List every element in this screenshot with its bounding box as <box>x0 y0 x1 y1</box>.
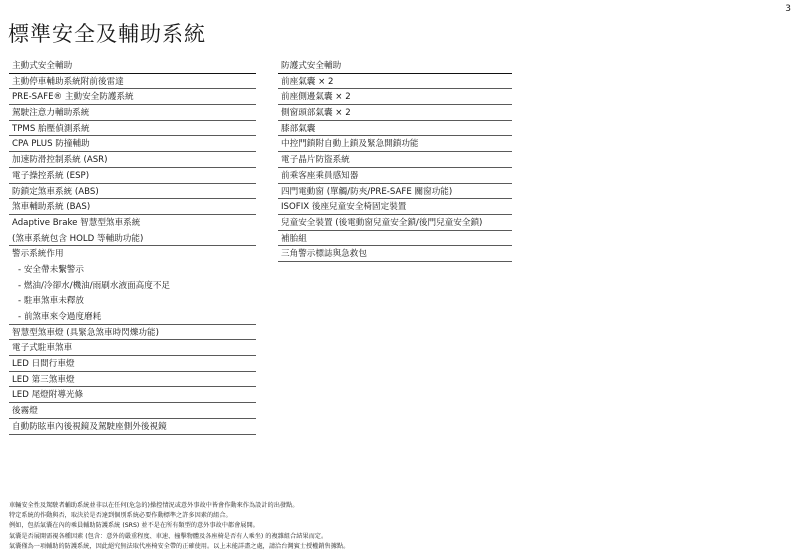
list-item: 煞車輔助系統 (BAS) <box>9 199 256 215</box>
list-item: 四門電動窗 (單觸/防夾/PRE-SAFE 關窗功能) <box>278 184 512 200</box>
active-safety-heading: 主動式安全輔助 <box>9 58 256 74</box>
list-item: 電子式駐車煞車 <box>9 340 256 356</box>
list-subitem: - 燃油/冷卻水/機油/雨刷水液面高度不足 <box>18 280 171 291</box>
passive-safety-heading: 防護式安全輔助 <box>278 58 512 74</box>
list-subitem: - 駐車煞車未釋放 <box>18 296 84 307</box>
list-item: 膝部氣囊 <box>278 121 512 137</box>
list-item: 智慧型煞車燈 (具緊急煞車時閃爍功能) <box>9 325 256 341</box>
footnote: 車輛安全性及駕駛者輔助系統並非以在任何(危急的)操控情況或意外事故中皆會作動來作為設計的出發點。 <box>9 502 299 509</box>
list-item: 前座側邊氣囊 × 2 <box>278 89 512 105</box>
list-item: 加速防滑控制系統 (ASR) <box>9 152 256 168</box>
list-item: LED 日間行車燈 <box>9 356 256 372</box>
list-item: 前座氣囊 × 2 <box>278 74 512 90</box>
list-item: 電子操控系統 (ESP) <box>9 168 256 184</box>
list-item: 兒童安全裝置 (後電動窗兒童安全鎖/後門兒童安全鎖) <box>278 215 512 231</box>
page-number: 3 <box>785 4 791 14</box>
list-item: 前乘客座乘員感知器 <box>278 168 512 184</box>
list-item: LED 尾燈附導光條 <box>9 387 256 403</box>
list-subitem: - 前煞車來令過度磨耗 <box>9 309 256 325</box>
list-item: 側窗頭部氣囊 × 2 <box>278 105 512 121</box>
list-item: 電子晶片防盜系統 <box>278 152 512 168</box>
passive-safety-list <box>278 58 512 262</box>
list-item: PRE-SAFE® 主動安全防護系統 <box>9 89 256 105</box>
footnotes <box>9 501 769 552</box>
list-item: ISOFIX 後座兒童安全椅固定裝置 <box>278 199 512 215</box>
list-item: TPMS 胎壓偵測系統 <box>9 121 256 137</box>
list-item: 主動停車輔助系統附前後雷達 <box>9 74 256 90</box>
list-item: Adaptive Brake 智慧型煞車系統 <box>12 217 141 228</box>
list-item: (煞車系統包含 HOLD 等輔助功能) <box>9 231 256 247</box>
list-item: 駕駛注意力輔助系統 <box>9 105 256 121</box>
list-item: 自動防眩車內後視鏡及駕駛座側外後視鏡 <box>9 419 256 435</box>
list-item: 後霧燈 <box>9 403 256 419</box>
list-item: 警示系統作用 <box>12 249 64 260</box>
list-item: 中控門鎖附自動上鎖及緊急開鎖功能 <box>278 136 512 152</box>
footnote: 氣囊是否展開需視各種因素 (包含：意外的嚴重程度、車速、撞擊物體及各座椅是否有人乘坐) 的複雜組合結果而定。 <box>9 532 328 540</box>
active-safety-list <box>9 58 256 435</box>
list-item: 補胎組 <box>278 231 512 247</box>
list-item: 三角警示標誌與急救包 <box>278 246 512 262</box>
page-title: 標準安全及輔助系統 <box>8 22 206 46</box>
footnote: 特定系統的作動與否，取決於是否達到個別系統必要作動標準之許多因素的組合。 <box>9 512 232 520</box>
footnote: 氣囊僅為一項輔助的防護系統，因此絕究無法取代座椅安全帶的正確使用。以上未能詳盡之處，請洽台灣賓士授權銷售據點。 <box>9 542 350 550</box>
list-item: 防鎖定煞車系統 (ABS) <box>9 184 256 200</box>
list-subitem: - 安全帶未繫警示 <box>18 264 84 275</box>
footnote: 例如，包括氣囊在內的乘員輔助防護系統 (SRS) 並不是在所有類型的意外事故中都會展開。 <box>9 522 259 530</box>
list-item: CPA PLUS 防撞輔助 <box>9 136 256 152</box>
list-item: LED 第三煞車燈 <box>9 372 256 388</box>
